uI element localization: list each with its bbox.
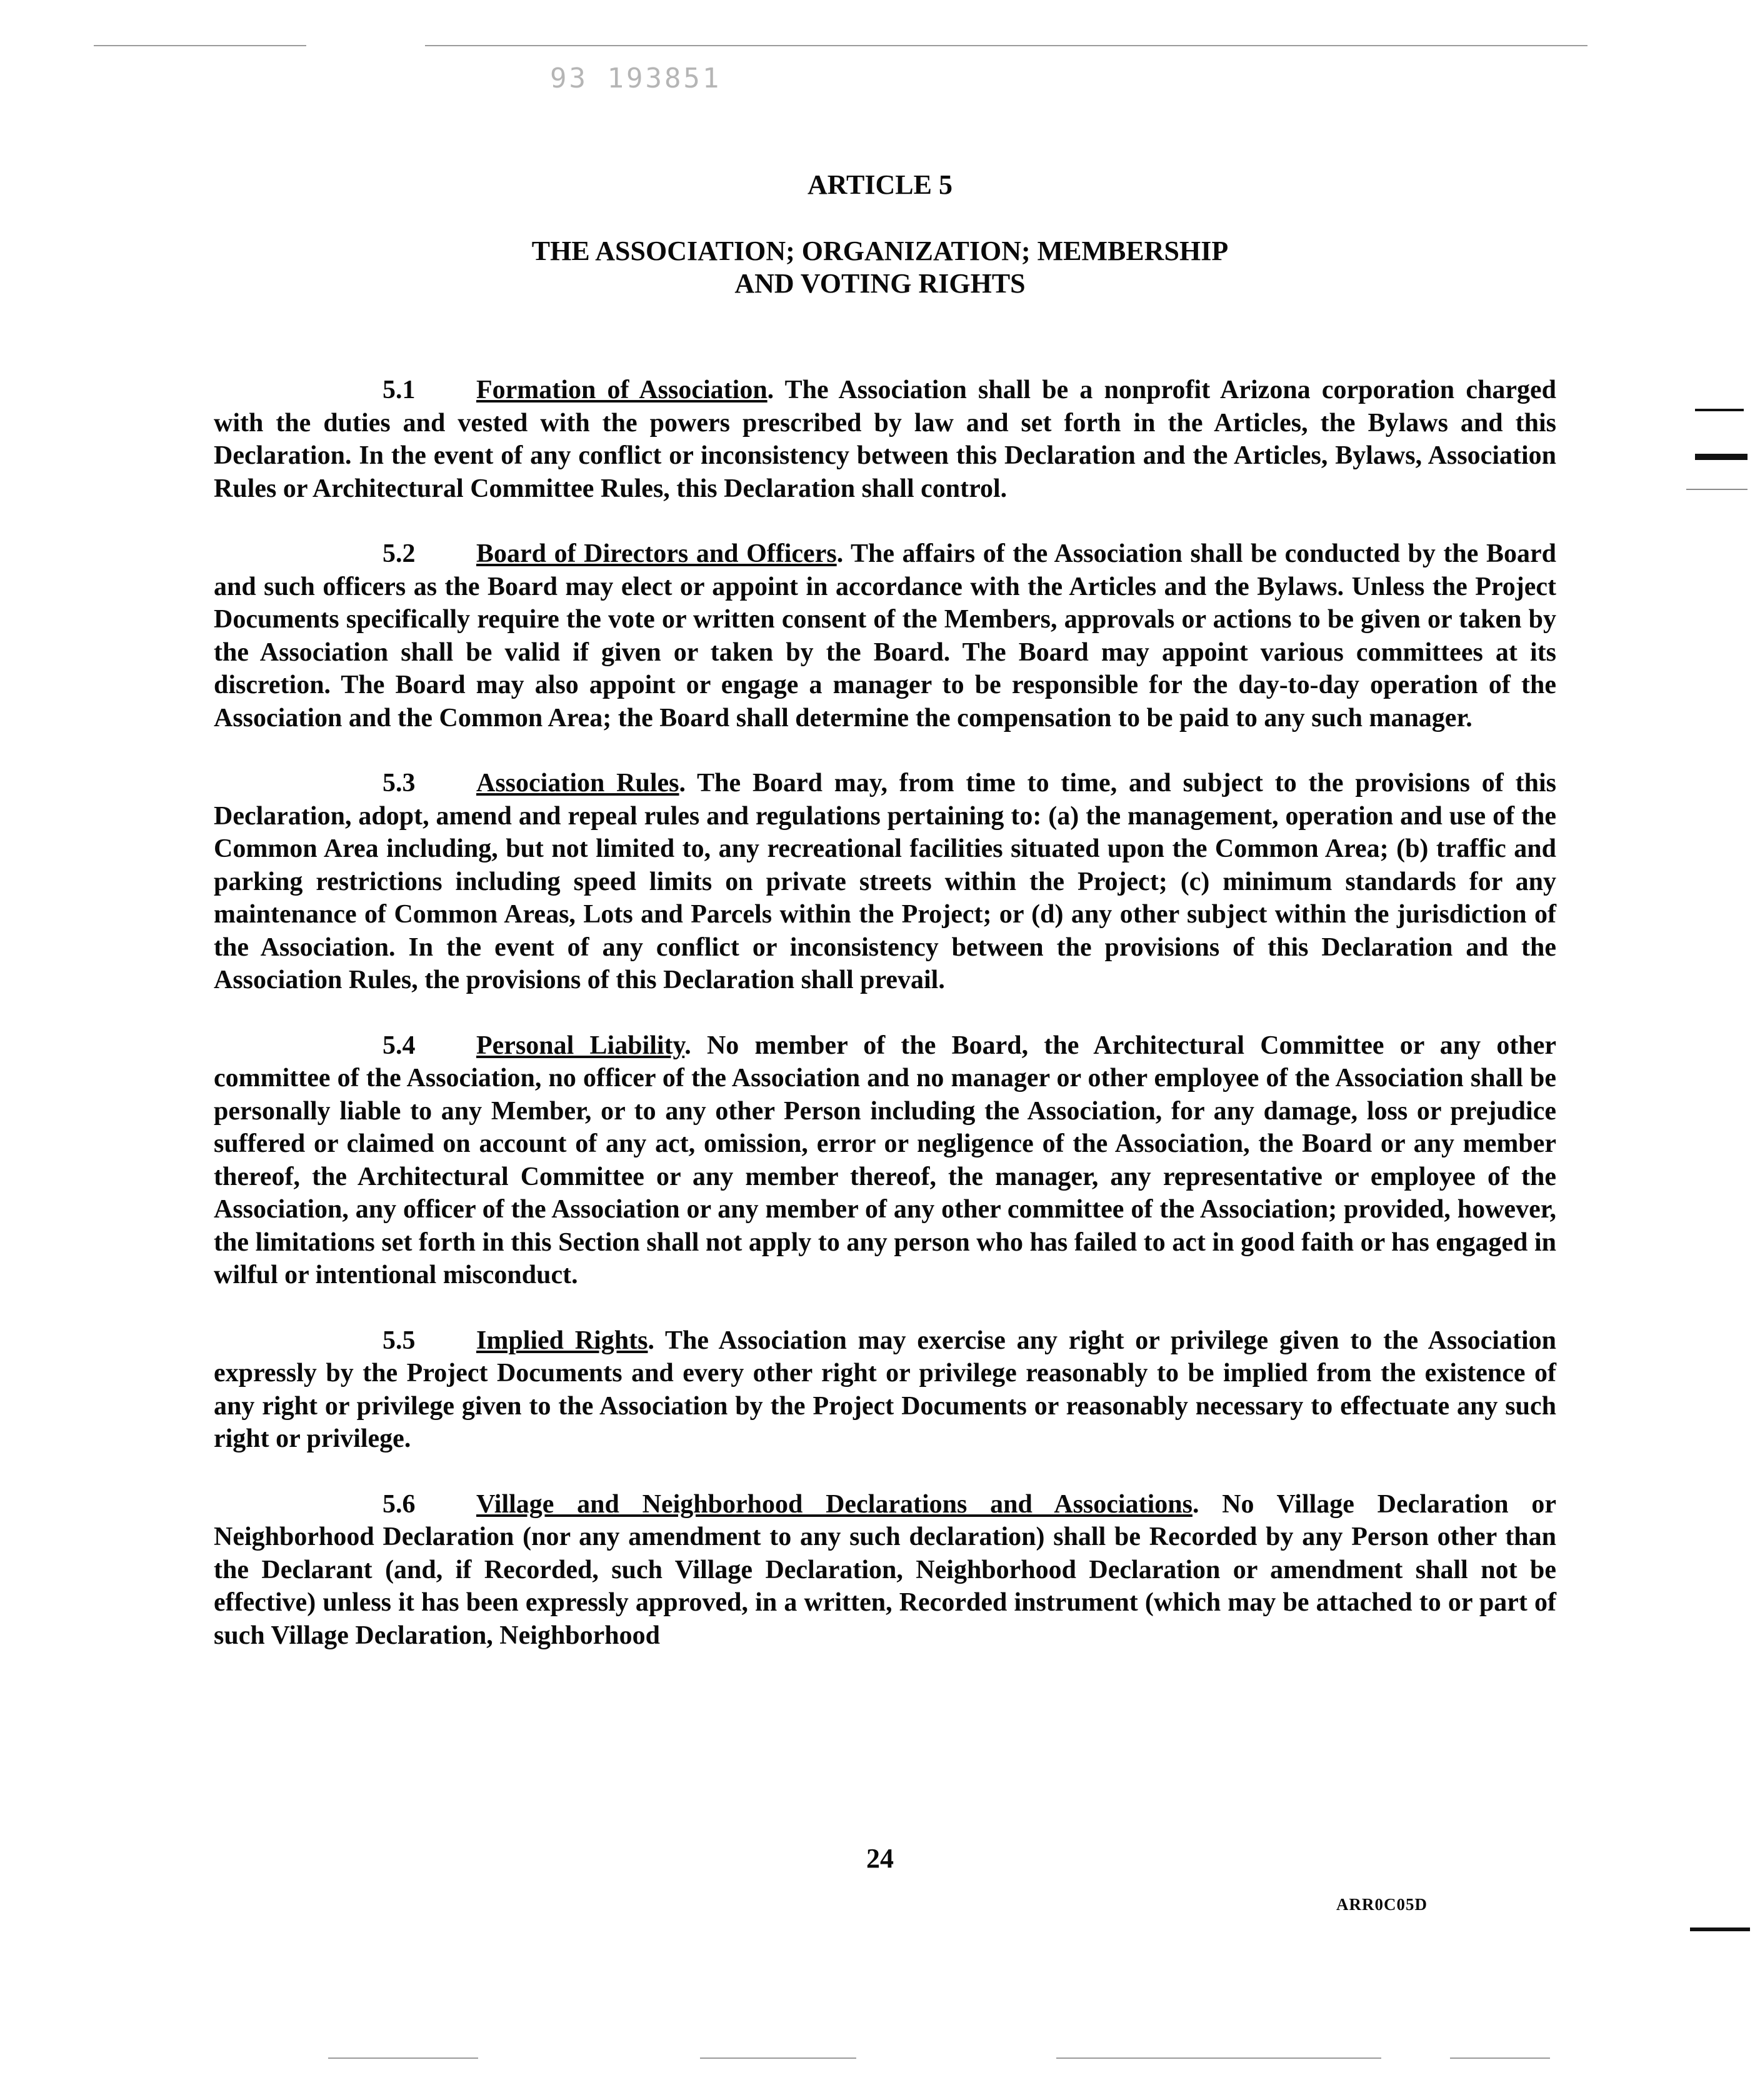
section-title: Personal Liability bbox=[476, 1031, 685, 1060]
scan-bottom-line-4 bbox=[1450, 2058, 1550, 2059]
section-number: 5.6 bbox=[382, 1489, 416, 1519]
section-5-1: 5.1 Formation of Association. The Association shall be a nonprofit Arizona corporation charged with the duties and vested with the powers prescribed by law and set forth in the Articles, the Bylaws and this Declaration. In the event of any conflict or inconsistency between this Declaration and the Articles, Bylaws, Association Rules or Architectural Committee Rules, this Declaration shall control. bbox=[214, 374, 1556, 505]
document-code: ARR0C05D bbox=[1336, 1895, 1428, 1914]
article-title-line-1: THE ASSOCIATION; ORGANIZATION; MEMBERSHIP bbox=[531, 236, 1229, 266]
section-number: 5.4 bbox=[382, 1031, 416, 1060]
section-5-2: 5.2 Board of Directors and Officers. The affairs of the Association shall be conducted by the Board and such officers as the Board may elect or appoint in accordance with the Articles and the Bylaws. Unless the Project Documents specifically require the vote or written consent of the Members, approvals or actions to be given or taken by the Association shall be valid if given or taken by the Board. The Board may appoint various committees at its discretion. The Board may also appoint or engage a manager to be responsible for the day-to-day operation of the Association and the Common Area; the Board shall determine the compensation to be paid to any such manager. bbox=[214, 538, 1556, 734]
section-number: 5.3 bbox=[382, 769, 416, 798]
section-text: The Board may, from time to time, and subject to the provisions of this Declaration, adopt, amend and repeal rules and regulations pertaining to: (a) the management, operation and use of the Common Area including, but not limited to, any recreational facilities situated upon the Common Area; (b) traffic and parking restrictions including speed limits on private streets within the Project; (c) minimum standards for any maintenance of Common Areas, Lots and Parcels within the Project; or (d) any other subject within the jurisdiction of the Association. In the event of any conflict or inconsistency between the provisions of this Declaration and the Association Rules, the provisions of this Declaration shall prevail. bbox=[214, 769, 1556, 994]
margin-mark-4 bbox=[1690, 1928, 1750, 1931]
article-title-line-2: AND VOTING RIGHTS bbox=[734, 268, 1026, 299]
section-title: Village and Neighborhood Declarations and Associations bbox=[476, 1489, 1192, 1519]
section-title: Association Rules bbox=[476, 769, 679, 798]
section-text: The Association shall be a nonprofit Arizona corporation charged with the duties and vested with the powers prescribed by law and set forth in the Articles, the Bylaws and this Declaration. In the event of any conflict or inconsistency between this Declaration and the Articles, Bylaws, Association Rules or Architectural Committee Rules, this Declaration shall control. bbox=[214, 376, 1556, 503]
section-5-5: 5.5 Implied Rights. The Association may exercise any right or privilege given to the Association expressly by the Project Documents and every other right or privilege reasonably to be implied from the existence of any right or privilege given to the Association by the Project Documents or reasonably necessary to effectuate any such right or privilege. bbox=[214, 1324, 1556, 1456]
section-title: Formation of Association bbox=[476, 376, 768, 404]
section-text: No Village Declaration or Neighborhood Declaration (nor any amendment to any such declaration) shall be Recorded by any Person other than the Declarant (and, if Recorded, such Village Declaration, Neighborhood Declaration or amendment shall not be effective) unless it has been expressly approved, in a written, Recorded instrument (which may be attached to or part of such Village Declaration, Neighborhood bbox=[214, 1489, 1557, 1650]
section-text: The affairs of the Association shall be conducted by the Board and such officers as the Board may elect or appoint in accordance with the Articles and the Bylaws. Unless the Project Documents specifically require the vote or written consent of the Members, approvals or actions to be given or taken by the Association shall be valid if given or taken by the Board. The Board may appoint various committees at its discretion. The Board may also appoint or engage a manager to be responsible for the day-to-day operation of the Association and the Common Area; the Board shall determine the compensation to be paid to any such manager. bbox=[214, 539, 1557, 732]
scan-top-line bbox=[425, 45, 1588, 46]
section-5-6: 5.6 Village and Neighborhood Declarations and Associations. No Village Declaration or Neighborhood Declaration (nor any amendment to any such declaration) shall be Recorded by any Person other than the Declarant (and, if Recorded, such Village Declaration, Neighborhood Declaration or amendment shall not be effective) unless it has been expressly approved, in a written, Recorded instrument (which may be attached to or part of such Village Declaration, Neighborhood bbox=[214, 1488, 1556, 1652]
margin-mark-1 bbox=[1695, 409, 1744, 411]
margin-mark-3 bbox=[1686, 489, 1748, 490]
section-number: 5.2 bbox=[382, 539, 416, 568]
section-number: 5.5 bbox=[382, 1326, 416, 1355]
section-number: 5.1 bbox=[382, 376, 416, 404]
scan-bottom-line-1 bbox=[328, 2058, 478, 2059]
margin-mark-2 bbox=[1695, 454, 1748, 460]
section-title: Board of Directors and Officers bbox=[476, 539, 837, 568]
scan-top-line-left bbox=[94, 45, 306, 46]
section-text: The Association may exercise any right or privilege given to the Association expressly by the Project Documents and every other right or privilege reasonably to be implied from the existence of any right or privilege given to the Association by the Project Documents or reasonably necessary to effectuate any such right or privilege. bbox=[214, 1326, 1556, 1453]
page-number: 24 bbox=[866, 1843, 894, 1874]
recording-stamp: 93 193851 bbox=[550, 62, 722, 94]
article-number: ARTICLE 5 bbox=[808, 169, 952, 200]
section-text: No member of the Board, the Architectural Committee or any other committee of the Association, no officer of the Association and no manager or other employee of the Association shall be personally liable to any Member, or to any other Person including the Association, for any damage, loss or prejudice suffered or claimed on account of any act, omission, error or negligence of the Association, the Board or any member thereof, the Architectural Committee or any member thereof, the manager, any representative or employee of the Association, any officer of the Association or any member of any other committee of the Association; provided, however, the limitations set forth in this Section shall not apply to any person who has failed to act in good faith or has engaged in wilful or intentional misconduct. bbox=[214, 1031, 1557, 1289]
article-title bbox=[0, 235, 1760, 300]
section-5-3: 5.3 Association Rules. The Board may, from time to time, and subject to the provisions of this Declaration, adopt, amend and repeal rules and regulations pertaining to: (a) the management, operation and use of the Common Area including, but not limited to, any recreational facilities situated upon the Common Area; (b) traffic and parking restrictions including speed limits on private streets within the Project; (c) minimum standards for any maintenance of Common Areas, Lots and Parcels within the Project; or (d) any other subject within the jurisdiction of the Association. In the event of any conflict or inconsistency between the provisions of this Declaration and the Association Rules, the provisions of this Declaration shall prevail. bbox=[214, 767, 1556, 997]
scan-bottom-line-2 bbox=[700, 2058, 856, 2059]
scan-bottom-line-3 bbox=[1056, 2058, 1381, 2059]
article-body bbox=[214, 374, 1556, 1684]
section-title: Implied Rights bbox=[476, 1326, 648, 1355]
section-5-4: 5.4 Personal Liability. No member of the Board, the Architectural Committee or any other committee of the Association, no officer of the Association and no manager or other employee of the Association shall be personally liable to any Member, or to any other Person including the Association, for any damage, loss or prejudice suffered or claimed on account of any act, omission, error or negligence of the Association, the Board or any member thereof, the Architectural Committee or any member thereof, the manager, any representative or employee of the Association, any officer of the Association or any member of any other committee of the Association; provided, however, the limitations set forth in this Section shall not apply to any person who has failed to act in good faith or has engaged in wilful or intentional misconduct. bbox=[214, 1029, 1556, 1292]
